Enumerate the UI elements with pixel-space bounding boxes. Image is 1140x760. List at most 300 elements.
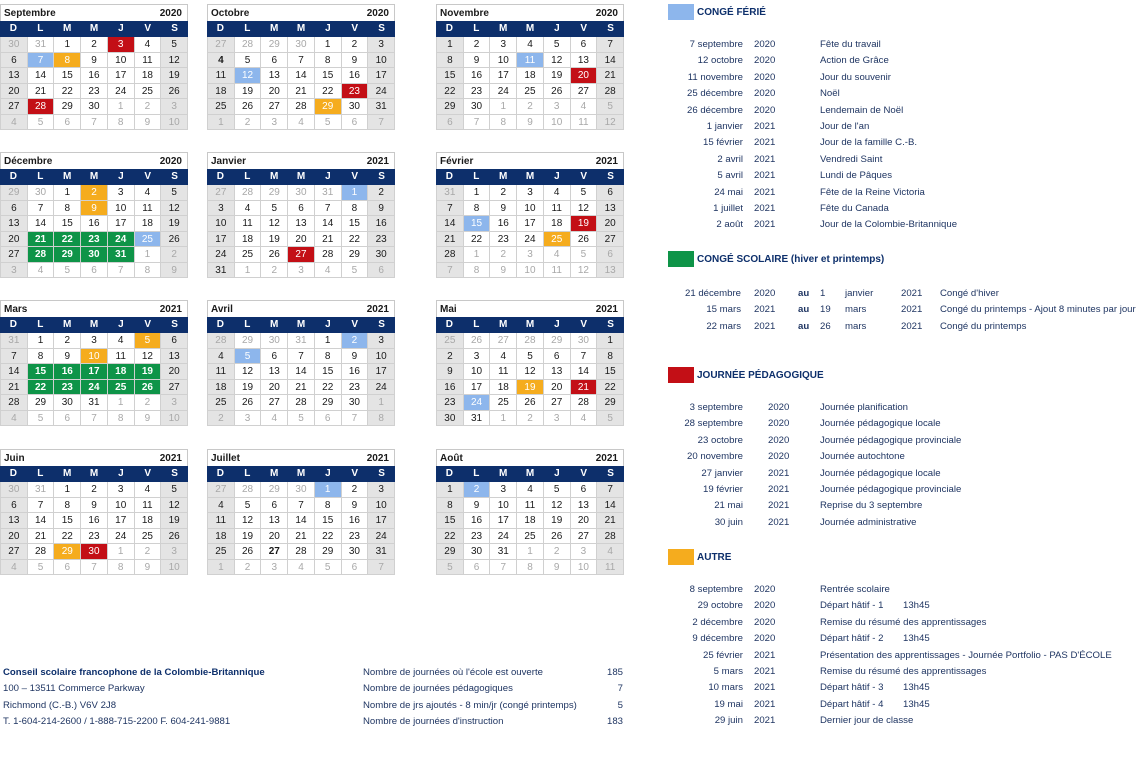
weekday-label: V	[144, 171, 152, 182]
event-end-month: mars	[845, 304, 867, 316]
day-cell: 8	[464, 263, 491, 279]
weekday-label: M	[62, 23, 72, 34]
weekday-header	[207, 466, 395, 482]
day-cell: 21	[28, 232, 55, 248]
day-cell: 31	[208, 263, 235, 279]
weekday-label: L	[244, 171, 251, 182]
weekday-label: J	[554, 319, 560, 330]
stat-row	[363, 665, 623, 681]
weekday-label: S	[607, 468, 614, 479]
event-label: Lundi de Pâques	[820, 170, 893, 182]
day-cell: 25	[235, 247, 262, 263]
event-end-day: 26	[820, 320, 831, 332]
weekday-label: M	[89, 319, 99, 330]
event-label: Journée pédagogique provinciale	[820, 434, 962, 446]
day-cell: 16	[490, 216, 517, 232]
weekday-label: M	[525, 319, 535, 330]
day-cell: 7	[28, 53, 55, 69]
day-cell: 25	[517, 84, 544, 100]
day-cell: 19	[235, 84, 262, 100]
day-cell: 25	[135, 232, 162, 248]
weekday-header	[207, 169, 395, 185]
day-cell: 16	[342, 68, 369, 84]
day-cell: 30	[342, 99, 369, 115]
day-cell: 1	[28, 333, 55, 349]
event-year: 2021	[754, 219, 776, 231]
day-cell: 8	[437, 498, 464, 514]
day-cell: 3	[81, 333, 108, 349]
day-cell: 9	[544, 560, 571, 576]
event-time: 13h45	[903, 682, 930, 694]
event-label: Journée pédagogique locale	[820, 467, 941, 479]
day-cell: 8	[135, 263, 162, 279]
list-row	[668, 185, 1140, 201]
day-cell: 13	[1, 513, 28, 529]
event-label: Départ hâtif - 2	[820, 633, 884, 645]
list-row	[668, 119, 1140, 135]
weekday-label: D	[216, 23, 225, 34]
event-label: Rentrée scolaire	[820, 584, 890, 595]
day-cell: 5	[315, 115, 342, 131]
day-cell: 26	[571, 232, 598, 248]
day-cell: 14	[1, 364, 28, 380]
day-cell: 15	[437, 68, 464, 84]
day-cell: 13	[571, 53, 598, 69]
weekday-label: S	[607, 319, 614, 330]
event-label: Départ hâtif - 3	[820, 682, 884, 694]
stat-label: Nombre de jrs ajoutés - 8 min/jr (congé printemps)	[363, 699, 577, 711]
day-cell: 6	[54, 560, 81, 576]
list-row	[668, 433, 1140, 449]
day-cell: 19	[161, 216, 188, 232]
event-date: 24 mai	[714, 186, 743, 198]
weekday-label: D	[216, 171, 225, 182]
day-cell: 6	[464, 560, 491, 576]
day-cell: 12	[544, 498, 571, 514]
stat-row	[363, 681, 623, 697]
day-cell: 6	[54, 411, 81, 427]
day-cell: 8	[490, 115, 517, 131]
day-cell: 3	[108, 185, 135, 201]
day-cell: 16	[464, 68, 491, 84]
day-cell: 2	[54, 333, 81, 349]
day-cell: 26	[235, 99, 262, 115]
weekday-header	[436, 317, 624, 333]
day-cell: 5	[28, 560, 55, 576]
day-cell: 27	[261, 544, 288, 560]
day-cell: 1	[315, 482, 342, 498]
day-cell: 20	[261, 380, 288, 396]
day-cell: 21	[437, 232, 464, 248]
weekday-label: J	[554, 23, 560, 34]
day-cell: 28	[288, 544, 315, 560]
day-cell: 2	[464, 37, 491, 53]
day-cell: 12	[261, 216, 288, 232]
weekday-label: J	[325, 319, 331, 330]
weekday-label: J	[325, 23, 331, 34]
day-cell: 1	[490, 411, 517, 427]
day-cell: 30	[54, 395, 81, 411]
day-cell: 13	[1, 216, 28, 232]
day-cell: 10	[517, 263, 544, 279]
day-cell: 17	[368, 513, 395, 529]
day-cell: 25	[517, 529, 544, 545]
day-cell: 19	[135, 364, 162, 380]
day-cell: 5	[437, 560, 464, 576]
day-cell: 1	[597, 333, 624, 349]
day-cell: 28	[597, 529, 624, 545]
day-cell: 6	[261, 498, 288, 514]
day-cell: 28	[208, 333, 235, 349]
day-cell: 24	[368, 380, 395, 396]
day-cell: 15	[464, 216, 491, 232]
weekday-label: J	[118, 468, 124, 479]
day-cell: 3	[368, 482, 395, 498]
day-cell: 25	[135, 84, 162, 100]
stat-value: 7	[617, 683, 623, 695]
day-cell: 10	[517, 201, 544, 217]
day-cell: 9	[81, 53, 108, 69]
day-grid	[207, 482, 395, 575]
day-cell: 31	[288, 333, 315, 349]
day-grid	[207, 333, 395, 426]
event-year: 2020	[754, 616, 776, 628]
event-date: 27 janvier	[701, 467, 743, 479]
list-row	[668, 466, 1140, 482]
day-cell: 9	[342, 349, 369, 365]
event-label: Départ hâtif - 1	[820, 600, 884, 612]
day-cell: 18	[208, 84, 235, 100]
list-row	[668, 582, 1140, 598]
event-label: Journée autochtone	[820, 451, 905, 463]
day-cell: 5	[544, 37, 571, 53]
day-cell: 29	[437, 99, 464, 115]
day-cell: 14	[597, 53, 624, 69]
stat-label: Nombre de journées d'instruction	[363, 716, 504, 728]
day-cell: 14	[28, 68, 55, 84]
day-cell: 25	[135, 529, 162, 545]
weekday-label: M	[62, 468, 72, 479]
org-address1: 100 – 13511 Commerce Parkway	[3, 683, 145, 695]
day-cell: 7	[1, 349, 28, 365]
day-cell: 13	[261, 68, 288, 84]
day-cell: 31	[108, 247, 135, 263]
day-cell: 5	[571, 247, 598, 263]
day-cell: 17	[81, 364, 108, 380]
day-cell: 24	[517, 232, 544, 248]
day-cell: 2	[81, 185, 108, 201]
day-cell: 21	[28, 84, 55, 100]
day-cell: 11	[135, 201, 162, 217]
day-cell: 9	[368, 201, 395, 217]
weekday-header	[436, 466, 624, 482]
day-cell: 14	[597, 498, 624, 514]
day-cell: 13	[597, 263, 624, 279]
day-cell: 8	[464, 201, 491, 217]
day-cell: 5	[342, 263, 369, 279]
list-row	[668, 631, 1140, 647]
day-cell: 30	[288, 37, 315, 53]
event-label: Action de Grâce	[820, 55, 889, 67]
month-header	[436, 449, 624, 466]
event-label: Journée administrative	[820, 516, 917, 528]
day-cell: 10	[368, 498, 395, 514]
day-cell: 17	[108, 68, 135, 84]
day-cell: 21	[597, 68, 624, 84]
weekday-label: D	[445, 171, 454, 182]
day-cell: 1	[490, 99, 517, 115]
day-cell: 11	[135, 53, 162, 69]
event-date: 25 février	[703, 649, 743, 661]
weekday-label: M	[498, 23, 508, 34]
day-cell: 28	[235, 185, 262, 201]
day-cell: 9	[490, 263, 517, 279]
day-cell: 15	[315, 364, 342, 380]
day-cell: 3	[544, 411, 571, 427]
day-cell: 7	[108, 263, 135, 279]
weekday-label: J	[325, 468, 331, 479]
day-cell: 15	[28, 364, 55, 380]
event-label: Jour de l'an	[820, 120, 870, 132]
day-cell: 4	[135, 185, 162, 201]
day-cell: 7	[288, 498, 315, 514]
weekday-label: S	[378, 171, 385, 182]
day-cell: 5	[54, 263, 81, 279]
month-header	[0, 449, 188, 466]
event-au: au	[798, 320, 810, 332]
event-date: 25 décembre	[687, 88, 743, 100]
day-cell: 14	[571, 364, 598, 380]
day-cell: 6	[1, 53, 28, 69]
day-cell: 19	[517, 380, 544, 396]
day-cell: 16	[81, 68, 108, 84]
day-cell: 27	[1, 247, 28, 263]
day-cell: 21	[1, 380, 28, 396]
list-row	[668, 697, 1140, 713]
day-cell: 7	[437, 201, 464, 217]
day-cell: 9	[161, 263, 188, 279]
weekday-label: S	[378, 23, 385, 34]
event-date: 1 janvier	[706, 120, 743, 132]
day-cell: 5	[597, 411, 624, 427]
day-cell: 29	[315, 99, 342, 115]
day-cell: 19	[571, 216, 598, 232]
day-cell: 14	[28, 216, 55, 232]
day-cell: 23	[54, 380, 81, 396]
day-cell: 2	[135, 544, 162, 560]
day-cell: 28	[315, 247, 342, 263]
day-cell: 2	[135, 99, 162, 115]
day-cell: 15	[54, 513, 81, 529]
day-cell: 5	[517, 349, 544, 365]
day-cell: 27	[288, 247, 315, 263]
day-cell: 8	[315, 53, 342, 69]
day-cell: 12	[135, 349, 162, 365]
event-date: 5 mars	[713, 665, 743, 677]
weekday-label: S	[171, 23, 178, 34]
month-year: 2021	[595, 155, 618, 167]
weekday-label: L	[37, 468, 44, 479]
list-row	[668, 86, 1140, 102]
day-cell: 8	[28, 349, 55, 365]
weekday-label: D	[445, 468, 454, 479]
month-year: 2021	[366, 452, 389, 464]
weekday-label: D	[445, 23, 454, 34]
day-cell: 22	[597, 380, 624, 396]
month-avril	[207, 300, 395, 426]
month-mai	[436, 300, 624, 426]
day-cell: 13	[1, 68, 28, 84]
month-name: Mars	[4, 303, 28, 315]
day-cell: 18	[208, 529, 235, 545]
day-cell: 27	[544, 395, 571, 411]
weekday-label: J	[118, 319, 124, 330]
event-label: Vendredi Saint	[820, 153, 883, 165]
weekday-label: L	[473, 468, 480, 479]
month-year: 2021	[159, 303, 182, 315]
month-mars	[0, 300, 188, 426]
event-label: Présentation des apprentissages - Journée Portfolio - PAS D'ÉCOLE	[820, 649, 1112, 661]
day-cell: 30	[342, 395, 369, 411]
day-cell: 25	[490, 395, 517, 411]
stats-block	[363, 665, 623, 731]
day-cell: 9	[81, 498, 108, 514]
day-cell: 28	[288, 99, 315, 115]
day-cell: 2	[261, 263, 288, 279]
day-cell: 16	[368, 216, 395, 232]
month-header	[0, 152, 188, 169]
month-year: 2021	[366, 303, 389, 315]
day-cell: 20	[544, 380, 571, 396]
stat-row	[363, 714, 623, 730]
day-cell: 9	[464, 53, 491, 69]
day-cell: 8	[108, 560, 135, 576]
month-name: Juin	[4, 452, 25, 464]
day-cell: 9	[517, 115, 544, 131]
day-cell: 3	[517, 185, 544, 201]
day-cell: 5	[288, 411, 315, 427]
event-year: 2020	[768, 451, 790, 463]
event-end-year: 2021	[901, 320, 923, 332]
day-cell: 12	[235, 364, 262, 380]
day-cell: 2	[342, 37, 369, 53]
day-cell: 11	[208, 364, 235, 380]
day-cell: 31	[368, 544, 395, 560]
day-cell: 4	[288, 115, 315, 131]
stat-label: Nombre de journées pédagogiques	[363, 683, 513, 695]
event-year: 2020	[754, 39, 776, 50]
day-cell: 26	[161, 529, 188, 545]
event-year: 2020	[768, 418, 790, 430]
day-cell: 28	[597, 84, 624, 100]
day-cell: 1	[315, 333, 342, 349]
day-cell: 23	[81, 529, 108, 545]
month-header	[0, 4, 188, 21]
legend-ferie-title: CONGÉ FÉRIÉ	[697, 6, 766, 18]
day-cell: 27	[1, 99, 28, 115]
day-cell: 9	[135, 115, 162, 131]
day-grid	[436, 37, 624, 130]
day-cell: 30	[261, 333, 288, 349]
weekday-label: V	[580, 319, 588, 330]
day-cell: 11	[571, 115, 598, 131]
weekday-label: L	[473, 171, 480, 182]
day-cell: 26	[135, 380, 162, 396]
weekday-label: D	[9, 171, 18, 182]
day-cell: 2	[81, 37, 108, 53]
day-cell: 18	[135, 68, 162, 84]
day-cell: 1	[464, 247, 491, 263]
day-cell: 31	[490, 544, 517, 560]
day-cell: 14	[315, 216, 342, 232]
legend-ferie	[668, 4, 766, 20]
weekday-label: V	[351, 319, 359, 330]
event-year: 2021	[754, 137, 776, 149]
scol-swatch	[668, 251, 694, 267]
event-date: 8 septembre	[689, 584, 743, 595]
day-cell: 30	[288, 185, 315, 201]
ferie-swatch	[668, 4, 694, 20]
day-cell: 9	[54, 349, 81, 365]
event-date: 29 juin	[714, 715, 743, 727]
day-cell: 3	[108, 37, 135, 53]
day-cell: 1	[235, 263, 262, 279]
weekday-label: S	[171, 319, 178, 330]
list-row	[668, 482, 1140, 498]
weekday-label: V	[351, 468, 359, 479]
day-cell: 23	[490, 232, 517, 248]
day-cell: 3	[108, 482, 135, 498]
day-cell: 3	[261, 115, 288, 131]
weekday-label: M	[296, 171, 306, 182]
day-cell: 10	[81, 349, 108, 365]
weekday-header	[0, 466, 188, 482]
day-grid	[436, 482, 624, 575]
day-cell: 6	[368, 263, 395, 279]
month-header	[207, 152, 395, 169]
list-row	[668, 680, 1140, 696]
day-cell: 4	[261, 411, 288, 427]
day-cell: 18	[135, 216, 162, 232]
weekday-label: M	[62, 171, 72, 182]
day-cell: 20	[1, 529, 28, 545]
event-year: 2020	[754, 104, 776, 116]
day-cell: 9	[437, 364, 464, 380]
day-cell: 6	[161, 333, 188, 349]
day-cell: 17	[108, 216, 135, 232]
weekday-label: S	[378, 468, 385, 479]
day-cell: 4	[288, 560, 315, 576]
day-cell: 4	[544, 185, 571, 201]
day-cell: 2	[490, 247, 517, 263]
weekday-label: S	[171, 171, 178, 182]
weekday-label: L	[473, 23, 480, 34]
weekday-label: S	[171, 468, 178, 479]
event-end-day: 1	[820, 288, 826, 299]
autre-swatch	[668, 549, 694, 565]
day-cell: 26	[544, 529, 571, 545]
day-cell: 4	[1, 411, 28, 427]
month-name: Octobre	[211, 7, 250, 19]
event-label: Dernier jour de classe	[820, 715, 914, 727]
ferie-list	[668, 37, 1140, 234]
day-cell: 10	[208, 216, 235, 232]
day-cell: 30	[1, 37, 28, 53]
day-cell: 2	[342, 333, 369, 349]
day-cell: 7	[342, 411, 369, 427]
day-cell: 15	[315, 68, 342, 84]
day-cell: 22	[315, 380, 342, 396]
